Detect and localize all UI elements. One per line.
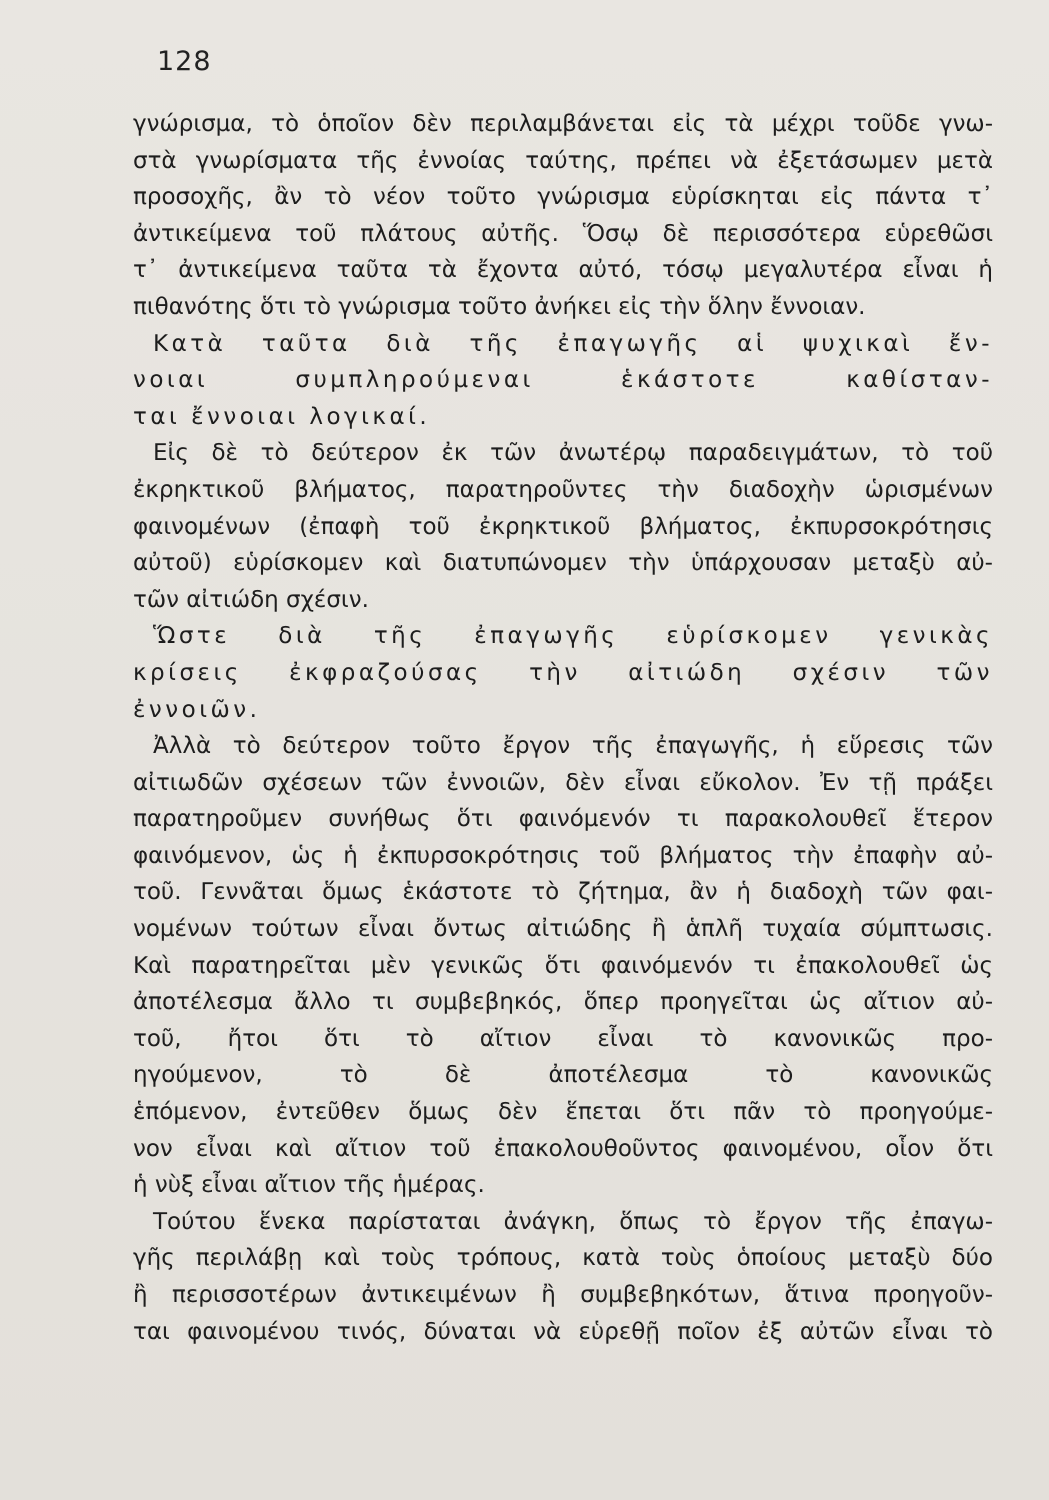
text-line: ἑπόμενον, ἐντεῦθεν ὅμως δὲν ἕπεται ὅτι πᾶν τὸ προηγούμε- [133, 1099, 993, 1126]
text-line: στὰ γνωρίσματα τῆς ἐννοίας ταύτης, πρέπει νὰ ἐξετάσωμεν μετὰ [133, 147, 993, 174]
text-line: ἡ νὺξ εἶναι αἴτιον τῆς ἡμέρας. [133, 1172, 485, 1199]
text-line: κρίσεις ἐκφραζούσας τὴν αἰτιώδη σχέσιν τῶν [133, 659, 993, 686]
body-text [133, 106, 993, 1350]
text-line: τ᾽ ἀντικείμενα ταῦτα τὰ ἔχοντα αὐτό, τόσῳ μεγαλυτέρα εἶναι ἡ [133, 257, 993, 284]
text-line: ται φαινομένου τινός, δύναται νὰ εὑρεθῇ ποῖον ἐξ αὐτῶν εἶναι τὸ [133, 1318, 993, 1345]
text-line: αἰτιωδῶν σχέσεων τῶν ἐννοιῶν, δὲν εἶναι εὔκολον. Ἐν τῇ πράξει [133, 769, 993, 796]
text-line: νον εἶναι καὶ αἴτιον τοῦ ἐπακολουθοῦντος φαινομένου, οἷον ὅτι [133, 1135, 993, 1162]
text-line: παρατηροῦμεν συνήθως ὅτι φαινόμενόν τι παρακολουθεῖ ἕτερον [133, 806, 993, 833]
text-line: Εἰς δὲ τὸ δεύτερον ἐκ τῶν ἀνωτέρῳ παραδειγμάτων, τὸ τοῦ [153, 440, 993, 467]
paragraph-1 [133, 106, 993, 326]
text-line: ἢ περισσοτέρων ἀντικειμένων ἢ συμβεβηκότων, ἅτινα προηγοῦν- [133, 1282, 993, 1308]
paragraph-2 [133, 326, 993, 436]
text-line: πιθανότης ὅτι τὸ γνώρισμα τοῦτο ἀνήκει εἰς τὴν ὅλην ἔννοιαν. [133, 293, 866, 320]
text-line: νομένων τούτων εἶναι ὄντως αἰτιώδης ἢ ἁπλῆ τυχαία σύμπτωσις. [133, 916, 993, 943]
text-line: αὐτοῦ) εὑρίσκομεν καὶ διατυπώνομεν τὴν ὑπάρχουσαν μεταξὺ αὐ- [133, 550, 993, 577]
text-line: ηγούμενον, τὸ δὲ ἀποτέλεσμα τὸ κανονικῶς [133, 1062, 993, 1089]
text-line: ἐκρηκτικοῦ βλήματος, παρατηροῦντες τὴν διαδοχὴν ὡρισμένων [133, 476, 993, 503]
text-line: ἐννοιῶν. [133, 696, 261, 723]
paragraph-3 [133, 435, 993, 618]
text-line: ται ἔννοιαι λογικαί. [133, 403, 431, 430]
text-line: Κατὰ ταῦτα διὰ τῆς ἐπαγωγῆς αἱ ψυχικαὶ ἔν- [153, 330, 993, 357]
text-line: Ὥστε διὰ τῆς ἐπαγωγῆς εὑρίσκομεν γενικὰς [153, 623, 993, 650]
text-line: νοιαι συμπληρούμεναι ἑκάστοτε καθίσταν- [133, 367, 993, 394]
text-line: ἀποτέλεσμα ἄλλο τι συμβεβηκός, ὅπερ προηγεῖται ὡς αἴτιον αὐ- [133, 989, 993, 1016]
text-line: ἀντικείμενα τοῦ πλάτους αὐτῆς. Ὅσῳ δὲ περισσότερα εὑρεθῶσι [133, 220, 993, 247]
text-line: τοῦ, ἤτοι ὅτι τὸ αἴτιον εἶναι τὸ κανονικῶς προ- [133, 1025, 993, 1052]
page-number: 128 [157, 46, 212, 77]
text-line: προσοχῆς, ἂν τὸ νέον τοῦτο γνώρισμα εὑρίσκηται εἰς πάντα τ᾽ [133, 184, 993, 211]
paragraph-5 [133, 728, 993, 1204]
text-line: Ἀλλὰ τὸ δεύτερον τοῦτο ἔργον τῆς ἐπαγωγῆς, ἡ εὕρεσις τῶν [153, 733, 993, 760]
text-line: τοῦ. Γεννᾶται ὅμως ἑκάστοτε τὸ ζήτημα, ἂν ἡ διαδοχὴ τῶν φαι- [133, 879, 993, 906]
text-line: τῶν αἰτιώδη σχέσιν. [133, 586, 369, 613]
paragraph-6 [133, 1204, 993, 1350]
text-line: Καὶ παρατηρεῖται μὲν γενικῶς ὅτι φαινόμενόν τι ἐπακολουθεῖ ὡς [133, 952, 993, 979]
text-line: γῆς περιλάβῃ καὶ τοὺς τρόπους, κατὰ τοὺς ὁποίους μεταξὺ δύο [133, 1245, 993, 1272]
text-line: φαινομένων (ἐπαφὴ τοῦ ἐκρηκτικοῦ βλήματος, ἐκπυρσοκρότησις [133, 513, 993, 540]
text-line: γνώρισμα, τὸ ὁποῖον δὲν περιλαμβάνεται εἰς τὰ μέχρι τοῦδε γνω- [133, 111, 993, 137]
text-line: Τούτου ἕνεκα παρίσταται ἀνάγκη, ὅπως τὸ ἔργον τῆς ἐπαγω- [153, 1208, 993, 1235]
text-line: φαινόμενον, ὡς ἡ ἐκπυρσοκρότησις τοῦ βλήματος τὴν ἐπαφὴν αὐ- [133, 842, 993, 869]
paragraph-4 [133, 618, 993, 728]
